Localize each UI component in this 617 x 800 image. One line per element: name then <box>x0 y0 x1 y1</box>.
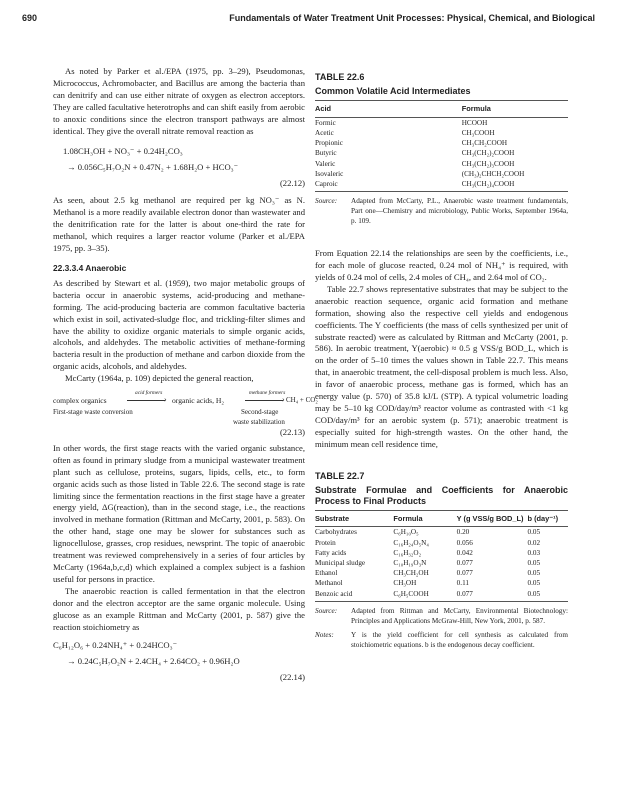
table-row <box>315 568 568 578</box>
table-label: TABLE 22.6 <box>315 72 365 82</box>
table-cell: 0.077 <box>456 559 473 568</box>
table-cell: HCOOH <box>461 118 488 127</box>
table-cell: Municipal sludge <box>315 559 366 568</box>
table-cell: 0.03 <box>527 548 541 557</box>
table-title: Common Volatile Acid Intermediates <box>315 85 471 96</box>
table-row <box>315 169 568 179</box>
table-cell: Isovaleric <box>315 169 344 178</box>
arrow-head-icon: › <box>164 395 167 405</box>
table-cell: CH₃(CH₂)₂COOH <box>461 149 515 158</box>
notes-label: Notes: <box>315 630 334 639</box>
table-cell: C₁₆H₂₄O₅N₄ <box>393 538 429 547</box>
table-row <box>315 179 568 192</box>
table-cell: 0.05 <box>527 528 541 537</box>
table-cell: Fatty acids <box>315 548 347 557</box>
table-cell: CH₃OH <box>393 579 417 588</box>
table-row <box>315 159 568 169</box>
table-cell: C₆H₁₀O₅ <box>393 528 419 537</box>
table-title: Substrate Formulae and Coefficients for Anaerobic Process to Final Products <box>315 484 568 506</box>
table-cell: CH₃(CH₂)₄COOH <box>462 179 568 192</box>
paragraph: Table 22.7 shows representative substrates that may be subject to the anaerobic reaction sequence, organic acid formation and methane formation, showing also the respective cell yields and endogenous coefficients. The Y coefficients (the mass of cells synthesized per unit of substrate reacted) were as calculated by Rittman and McCarty (2001, p. 586). In aerobic treatment, Y(aerobic) ≈ 0.5 g VSS/g BOD_L, which is on the order of 5–10 times the values shown in Table 22.7. This means that, in anaerobic treatment, the cell-disposal problem is much less. Also, in favor of anaerobic process, methane gas is formed, which has an energy value (p. 570) of 35.8 kJ/L (STP). A typical volumetric loading may be 5–10 kg COD/day/m³ reactor volume as contrasted with <1 kg COD/day/m³ for an aerobic system (p. 571); anaerobic treatment is especially suited for high-strength wastes. On the other hand, the minimum mean cell residence time, <box>315 283 568 449</box>
table-cell: 0.05 <box>528 589 569 602</box>
table-cell: Protein <box>315 538 336 547</box>
equation-number: (22.14) <box>279 672 305 683</box>
table-cell: 0.11 <box>456 579 469 588</box>
equation-22-12 <box>53 143 305 191</box>
reaction-arrow <box>127 400 165 401</box>
table-cell: Propionic <box>315 139 343 148</box>
table-cell: Ethanol <box>315 569 338 578</box>
reaction-product: CH₄ + CO₂ <box>286 396 318 405</box>
table-row <box>315 148 568 158</box>
table-row <box>315 589 568 602</box>
equation-number: (22.13) <box>279 427 305 438</box>
table-cell: Caproic <box>315 179 462 192</box>
column-header: Acid <box>315 100 462 117</box>
table-cell: Formic <box>315 118 336 127</box>
paragraph: In other words, the first stage reacts with the varied organic substance, often as found in primary sludge from a municipal wastewater treatment plant such as cellulose, proteins, sugars, lipids, cells, etc., to form organic acids such as those listed in Table 22.6. The second stage is rate limiting since the fermentation reactions in the first stage have a greater energy yield, ΔG(reaction), than in the second stage, i.e., the reactions involved in methane formation (Rittman and McCarty, 2001, p. 583). On the other hand, stage one may be slower for substances such as lignocellulose, grasses, crop residues, newsprint. The topic of anaerobic treatment was reviewed comprehensively in a series of four articles by McCarty (1964a,b,c,d) which explained a complex subject is a fashion useful for persons in practice. <box>53 442 305 584</box>
reaction-stage-label: waste stabilization <box>233 418 285 427</box>
table-22-6 <box>315 72 568 226</box>
arrow-head-icon: › <box>282 395 285 405</box>
equation-line: → 0.24C₅H₇O₂N + 2.4CH₄ + 2.64CO₂ + 0.96H₂O <box>67 656 240 667</box>
table-cell: CH₃CH₂COOH <box>461 139 508 148</box>
table-cell: 0.20 <box>456 528 470 537</box>
table-cell: 0.077 <box>456 569 473 578</box>
table-cell: 0.02 <box>527 538 541 547</box>
table-cell: CH₃COOH <box>461 129 495 138</box>
table-cell: CH₃CH₂OH <box>393 569 429 578</box>
table-source <box>315 196 568 226</box>
paragraph: As seen, about 2.5 kg methanol are required per kg NO₃⁻ as N. Methanol is a more readily available electron donor than wastewater and the denitrification rate for the latter is about one-third the rate for methanol, which requires a larger reactor volume (Parker et al./EPA 1975, pp. 3–35). <box>53 195 305 254</box>
column-header: Formula <box>462 100 568 117</box>
table-cell: Carbohydrates <box>315 528 357 537</box>
table-row <box>315 548 568 558</box>
table-row <box>315 538 568 548</box>
table-cell: 0.05 <box>527 559 541 568</box>
table-cell: C₆H₅COOH <box>393 589 456 602</box>
column-header: Formula <box>393 510 456 527</box>
column-header: b (day⁻¹) <box>528 510 569 527</box>
table-cell: (CH₃)₂CHCH₂COOH <box>461 169 525 178</box>
table-label: TABLE 22.7 <box>315 470 365 481</box>
table-cell: Benzoic acid <box>315 589 393 602</box>
source-text: Adapted from McCarty, P.L., Anaerobic waste treatment fundamentals, Part one—Chemistry and microbiology, Public Works, September 1964a, p. 109. <box>351 197 568 226</box>
source-label: Source: <box>315 197 338 206</box>
table-cell: 0.042 <box>456 548 473 557</box>
reaction-intermediate: organic acids, H₂ <box>172 396 225 406</box>
table-row <box>315 117 568 128</box>
table <box>315 510 568 602</box>
table-cell: 0.05 <box>527 579 541 588</box>
page-header <box>22 13 595 27</box>
table-22-7 <box>315 471 568 650</box>
table-row <box>315 128 568 138</box>
page-number: 690 <box>22 13 38 23</box>
source-label: Source: <box>315 606 338 615</box>
paragraph: From Equation 22.14 the relationships are seen by the coefficients, i.e., for each mole of glucose reacted, 0.24 mol of NH₄⁺ is required, with yields of 0.24 mol of cells, 2.4 moles of CH₄, and 2.64 mol of CO₂. <box>315 248 568 283</box>
table-cell: Acetic <box>315 129 334 138</box>
notes-text: Y is the yield coefficient for cell synthesis as calculated from stoichiometric equations. b is the endogenous decay coefficient. <box>351 630 568 649</box>
equation-line: → 0.056C₅H₇O₂N + 0.47N₂ + 1.68H₂O + HCO₃⁻ <box>67 162 239 173</box>
paragraph: McCarty (1964a, p. 109) depicted the general reaction, <box>65 373 254 384</box>
reaction-stage-label: First-stage waste conversion <box>53 408 133 417</box>
table-cell: Methanol <box>315 579 343 588</box>
equation-number: (22.12) <box>279 178 305 189</box>
paragraph: As described by Stewart et al. (1959), two major metabolic groups of bacteria occur in anaerobic systems, acid-producing and methane-forming. The acid-producing bacteria are common facultative bacteria which exist in soil, activated-sludge floc, and trickling-filter slimes and have the ability to oxidize organic materials to simple organic acids, alcohols, and aldehydes. The metabolic activities of methane-forming bacteria result in the production of methane and carbon dioxide from the organic acids, alcohols, and aldehydes. <box>53 277 305 372</box>
table-cell: Valeric <box>315 159 336 168</box>
table-notes <box>315 630 568 650</box>
equation-line: 1.08CH₃OH + NO₃⁻ + 0.24H₂CO₃ <box>63 146 183 157</box>
source-text: Adapted from Rittman and McCarty, Environmental Biotechnology: Principles and Applications McGraw-Hill, New York, 2001, p. 587. <box>351 606 568 625</box>
table-row <box>315 578 568 588</box>
section-heading: 22.3.3.4 Anaerobic <box>53 262 127 273</box>
left-column <box>53 66 318 685</box>
table-row <box>315 527 568 538</box>
table-row <box>315 138 568 148</box>
paragraph: The anaerobic reaction is called fermentation in that the electron donor and the electron acceptor are the same organic molecule. Using glucose as an example Rittman and McCarty (2001, p. 587) give the reaction stoichiometry as <box>53 585 305 632</box>
table-cell: 0.056 <box>456 538 473 547</box>
table-cell: Butyric <box>315 149 337 158</box>
table-cell: CH₃(CH₂)₃COOH <box>461 159 515 168</box>
table-cell: 0.05 <box>527 569 541 578</box>
column-header: Y (g VSS/g BOD_L) <box>457 510 528 527</box>
reaction-stage-label: Second-stage <box>241 408 279 417</box>
table-cell: C₁₀H₁₉O₃N <box>393 559 427 568</box>
reaction-arrow <box>245 400 283 401</box>
running-title: Fundamentals of Water Treatment Unit Processes: Physical, Chemical, and Biological <box>229 13 595 23</box>
column-header: Substrate <box>315 510 393 527</box>
table-cell: 0.077 <box>457 589 528 602</box>
reaction-arrow-label: methane formers <box>249 390 286 397</box>
table-row <box>315 558 568 568</box>
reaction-arrow-label: acid formers <box>135 390 163 397</box>
reaction-reactant: complex organics <box>53 396 107 406</box>
equation-line: C₆H₁₂O₆ + 0.24NH₄⁺ + 0.24HCO₃⁻ <box>53 640 178 651</box>
table-source <box>315 606 568 626</box>
paragraph: As noted by Parker et al./EPA (1975, pp. 3–29), Pseudomonas, Micrococcus, Achromobacter, and Bacillus are among the bacteria than can denitrify and can use either nitrate of oxygen as electron acceptors. They are called facultative heterotrophs and can shift easily from aerobic to anoxic conditions since the electron transport pathways are almost identical. They give the overall nitrate removal reaction as <box>53 66 305 136</box>
table-cell: C₁₆H₃₂O₂ <box>393 548 422 557</box>
right-column <box>315 72 568 650</box>
table <box>315 100 568 192</box>
reaction-diagram <box>53 387 318 427</box>
equation-22-14 <box>53 637 305 685</box>
